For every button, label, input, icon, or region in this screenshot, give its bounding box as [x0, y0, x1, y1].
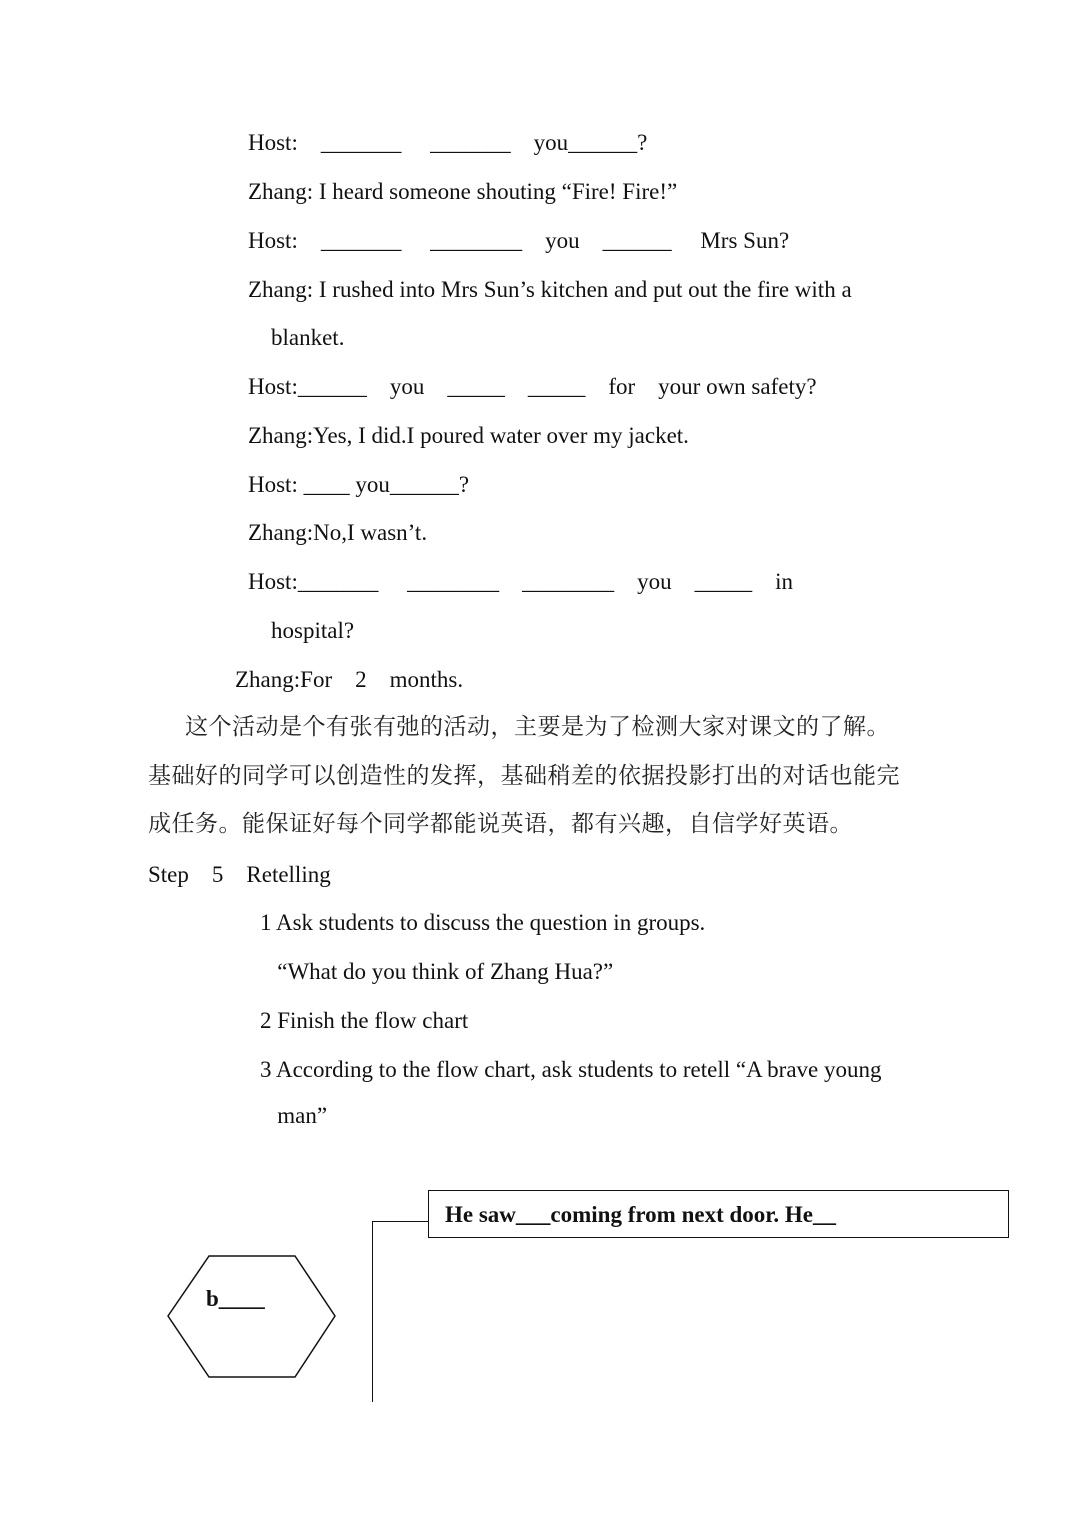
step-item-3: 3 According to the flow chart, ask students to retell “A brave young	[260, 1057, 882, 1082]
step-heading: Step 5 Retelling	[148, 862, 331, 887]
step-item-2: 2 Finish the flow chart	[260, 1008, 469, 1033]
step-item-1: 1 Ask students to discuss the question in groups.	[260, 910, 706, 935]
flow-chart-box-text: He saw___coming from next door. He__	[445, 1202, 836, 1227]
dialogue-line-12: Zhang:For 2 months.	[235, 667, 464, 692]
chinese-note-line-1: 这个活动是个有张有弛的活动，主要是为了检测大家对课文的了解。	[185, 714, 890, 740]
dialogue-line-3: Host: _______ ________ you ______ Mrs Sun?	[248, 228, 790, 253]
flow-chart-connector-horizontal	[372, 1221, 429, 1222]
dialogue-line-6: Host:______ you _____ _____ for your own safety?	[248, 374, 817, 399]
step-item-1-question: “What do you think of Zhang Hua?”	[260, 959, 614, 984]
flow-chart-box	[428, 1190, 1009, 1238]
dialogue-line-1: Host: _______ _______ you______?	[248, 130, 648, 155]
dialogue-line-2: Zhang: I heard someone shouting “Fire! Fire!”	[248, 179, 678, 204]
dialogue-line-5: blanket.	[248, 325, 345, 350]
flow-chart-hexagon-text: b____	[206, 1286, 265, 1311]
dialogue-line-4: Zhang: I rushed into Mrs Sun’s kitchen and put out the fire with a	[248, 277, 852, 302]
flow-chart-hexagon	[166, 1254, 338, 1380]
step-item-3-continued: man”	[260, 1103, 328, 1128]
chinese-note-line-2: 基础好的同学可以创造性的发挥，基础稍差的依据投影打出的对话也能完	[148, 763, 900, 789]
dialogue-line-10: Host:_______ ________ ________ you _____ in	[248, 569, 793, 594]
chinese-note-line-3: 成任务。能保证好每个同学都能说英语，都有兴趣，自信学好英语。	[148, 811, 853, 837]
dialogue-line-9: Zhang:No,I wasn’t.	[248, 520, 428, 545]
dialogue-line-7: Zhang:Yes, I did.I poured water over my jacket.	[248, 423, 689, 448]
flow-chart-connector-vertical	[372, 1221, 373, 1402]
dialogue-line-11: hospital?	[248, 618, 355, 643]
dialogue-line-8: Host: ____ you______?	[248, 472, 470, 497]
